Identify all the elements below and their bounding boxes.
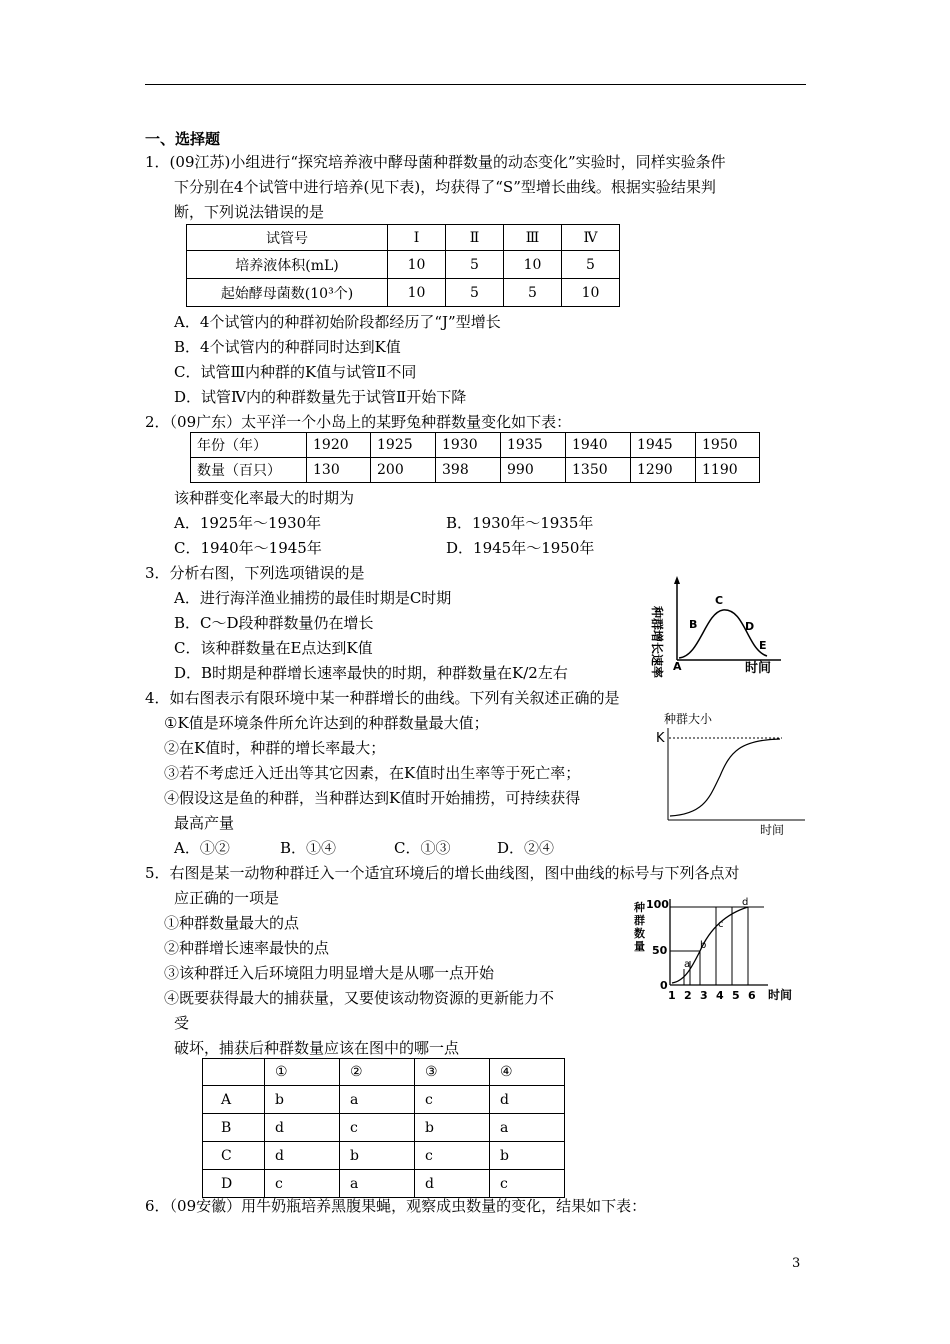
q1-line2: 下分别在4个试管中进行培养(见下表)，均获得了“S”型增长曲线。根据实验结果判: [174, 178, 716, 196]
q5-table-header: ③: [415, 1059, 490, 1086]
q4-population-chart: [650, 710, 810, 842]
q5-table-cell: d: [415, 1170, 490, 1198]
q5-table-header: ④: [490, 1059, 565, 1086]
q5-chart-xtick-4: 4: [716, 989, 724, 1002]
q5-table-cell: a: [340, 1086, 415, 1114]
q5-table-cell: a: [340, 1170, 415, 1198]
q1-table-header: Ⅳ: [562, 225, 620, 251]
q5-chart-ylabel-1: 种: [634, 901, 645, 914]
q2-table-cell: 1940: [566, 433, 631, 458]
q5-item-4-cont2: 破坏，捕获后种群数量应该在图中的哪一点: [174, 1039, 460, 1057]
q5-table-cell: d: [265, 1142, 340, 1170]
q5-chart-ytick-50: 50: [652, 944, 668, 957]
q1-option-c: C．试管Ⅲ内种群的K值与试管Ⅱ不同: [174, 363, 417, 381]
q5-table-cell: c: [415, 1086, 490, 1114]
q5-table-cell: A: [203, 1086, 265, 1114]
q5-table-cell: c: [340, 1114, 415, 1142]
q2-table-cell: 130: [307, 458, 371, 483]
q5-table-cell: c: [265, 1170, 340, 1198]
q4-item-1: ①K值是环境条件所允许达到的种群数量最大值；: [164, 714, 489, 732]
q3-chart-xlabel: 时间: [745, 661, 772, 676]
q2-option-c: C．1940年～1945年: [174, 539, 322, 557]
q5-chart-point-a: a: [684, 959, 691, 970]
q4-option-b: B．①④: [280, 839, 337, 857]
q1-table-cell: 10: [388, 279, 446, 307]
q1-table-cell: 10: [504, 251, 562, 279]
q5-item-4: ④既要获得最大的捕获量，又要使该动物资源的更新能力不: [164, 989, 555, 1007]
q5-item-4-cont: 受: [174, 1014, 190, 1032]
q5-table-cell: b: [340, 1142, 415, 1170]
q5-item-2: ②种群增长速率最快的点: [164, 939, 330, 957]
q2-table-cell: 398: [436, 458, 501, 483]
q1-table-cell: 5: [446, 251, 504, 279]
q1-table-cell: 10: [388, 251, 446, 279]
q4-item-3: ③若不考虑迁入迁出等其它因素，在K值时出生率等于死亡率；: [164, 764, 581, 782]
q2-table-cell: 数量（百只）: [191, 458, 307, 483]
q2-table-cell: 990: [501, 458, 566, 483]
q4-chart-curve: [670, 739, 780, 816]
q5-table-header: ②: [340, 1059, 415, 1086]
q1-option-a: A．4个试管内的种群初始阶段都经历了“J”型增长: [174, 313, 501, 331]
q3-chart-point-b: B: [689, 618, 698, 631]
q6-line1: 6．（09安徽）用牛奶瓶培养黑腹果蝇，观察成虫数量的变化，结果如下表：: [145, 1197, 647, 1215]
q1-table-cell: 5: [504, 279, 562, 307]
q1-table-header: Ⅲ: [504, 225, 562, 251]
q5-item-1: ①种群数量最大的点: [164, 914, 300, 932]
q5-chart-xtick-3: 3: [700, 989, 708, 1002]
q2-table-cell: 200: [371, 458, 436, 483]
q5-table-cell: c: [490, 1170, 565, 1198]
q1-table-header: I: [388, 225, 446, 251]
q5-chart-xtick-6: 6: [748, 989, 756, 1002]
q5-chart-ytick-0: 0: [660, 979, 668, 992]
header-rule: [145, 84, 806, 85]
q5-line1: 5．右图是某一动物种群迁入一个适宜环境后的增长曲线图，图中曲线的标号与下列各点对: [145, 864, 740, 882]
q3-chart-ylabel: 种群增长速率: [650, 606, 664, 679]
q5-chart-xtick-1: 1: [668, 989, 676, 1002]
q3-chart-point-d: D: [745, 620, 755, 633]
q5-table-cell: d: [490, 1086, 565, 1114]
q2-line1: 2．（09广东）太平洋一个小岛上的某野兔种群数量变化如下表：: [145, 413, 572, 431]
q1-line1: 1．(09江苏)小组进行“探究培养液中酵母菌种群数量的动态变化”实验时，同样实验条件: [145, 153, 726, 171]
q2-table: [190, 432, 760, 483]
q5-table-cell: D: [203, 1170, 265, 1198]
q1-option-d: D．试管Ⅳ内的种群数量先于试管Ⅱ开始下降: [174, 388, 467, 406]
q2-option-a: A．1925年～1930年: [174, 514, 322, 532]
q1-table-header: 试管号: [187, 225, 388, 251]
q5-chart-xtick-2: 2: [684, 989, 692, 1002]
q4-option-d: D．②④: [497, 839, 555, 857]
q2-option-d: D．1945年～1950年: [446, 539, 595, 557]
q3-option-c: C．该种群数量在E点达到K值: [174, 639, 373, 657]
q1-table-header: Ⅱ: [446, 225, 504, 251]
q1-option-b: B．4个试管内的种群同时达到K值: [174, 338, 401, 356]
q2-table-cell: 1350: [566, 458, 631, 483]
q5-table-cell: b: [415, 1114, 490, 1142]
q4-item-2: ②在K值时，种群的增长率最大；: [164, 739, 386, 757]
q2-table-cell: 1290: [631, 458, 696, 483]
q5-table: [202, 1058, 565, 1198]
q2-table-cell: 1935: [501, 433, 566, 458]
q5-chart-xlabel: 时间: [768, 988, 793, 1002]
q3-chart-y-arrow: [674, 576, 680, 584]
q5-item-3: ③该种群迁入后环境阻力明显增大是从哪一点开始: [164, 964, 495, 982]
q4-item-4: ④假设这是鱼的种群，当种群达到K值时开始捕捞，可持续获得: [164, 789, 581, 807]
q5-line2: 应正确的一项是: [174, 889, 280, 907]
q3-option-a: A．进行海洋渔业捕捞的最佳时期是C时期: [174, 589, 452, 607]
q5-table-cell: B: [203, 1114, 265, 1142]
q5-chart-xtick-5: 5: [732, 989, 740, 1002]
q5-table-header: [203, 1059, 265, 1086]
q5-table-cell: a: [490, 1114, 565, 1142]
q1-table-cell: 5: [446, 279, 504, 307]
q4-chart-ylabel: 种群大小: [664, 712, 713, 726]
q2-table-cell: 1190: [696, 458, 760, 483]
q1-line3: 断，下列说法错误的是: [174, 203, 325, 221]
q5-table-cell: C: [203, 1142, 265, 1170]
q5-population-chart: [630, 895, 800, 1007]
q3-growth-rate-chart: [645, 568, 785, 680]
q2-table-cell: 1920: [307, 433, 371, 458]
q4-chart-k-label: K: [656, 731, 665, 746]
q3-chart-point-a: A: [673, 660, 682, 673]
q1-table-cell: 培养液体积(mL): [187, 251, 388, 279]
q5-table-cell: b: [265, 1086, 340, 1114]
q5-table-cell: b: [490, 1142, 565, 1170]
q4-option-a: A．①②: [174, 839, 230, 857]
q5-chart-point-b: b: [700, 940, 707, 951]
q2-option-b: B．1930年～1935年: [446, 514, 594, 532]
q5-chart-ylabel-2: 群: [634, 914, 645, 927]
q3-line1: 3．分析右图，下列选项错误的是: [145, 564, 365, 582]
q1-table-cell: 10: [562, 279, 620, 307]
q2-table-cell: 年份（年）: [191, 433, 307, 458]
q2-table-cell: 1925: [371, 433, 436, 458]
q5-table-cell: c: [415, 1142, 490, 1170]
q2-table-cell: 1950: [696, 433, 760, 458]
q3-chart-point-e: E: [759, 639, 767, 652]
q1-table-cell: 5: [562, 251, 620, 279]
q5-table-header: ①: [265, 1059, 340, 1086]
q1-table: [186, 224, 620, 307]
q5-chart-ytick-100: 100: [646, 898, 669, 911]
section-title: 一、选择题: [145, 130, 221, 148]
q2-question: 该种群变化率最大的时期为: [174, 489, 355, 507]
q3-chart-point-c: C: [715, 594, 724, 607]
q4-chart-xlabel: 时间: [760, 823, 785, 837]
q4-option-c: C．①③: [394, 839, 451, 857]
q2-table-cell: 1945: [631, 433, 696, 458]
q5-table-cell: d: [265, 1114, 340, 1142]
q5-chart-point-d: d: [742, 897, 749, 908]
q1-table-cell: 起始酵母菌数(10³个): [187, 279, 388, 307]
q5-chart-ylabel-4: 量: [634, 940, 645, 953]
q4-line1: 4．如右图表示有限环境中某一种群增长的曲线。下列有关叙述正确的是: [145, 689, 620, 707]
q2-table-cell: 1930: [436, 433, 501, 458]
q5-chart-ylabel-3: 数: [634, 927, 645, 940]
q3-option-b: B．C～D段种群数量仍在增长: [174, 614, 374, 632]
q5-chart-curve: [672, 907, 748, 983]
q5-chart-point-c: c: [718, 919, 724, 930]
q4-item-4-cont: 最高产量: [174, 814, 235, 832]
page-number: 3: [792, 1256, 801, 1271]
q3-option-d: D．B时期是种群增长速率最快的时期，种群数量在K/2左右: [174, 664, 568, 682]
